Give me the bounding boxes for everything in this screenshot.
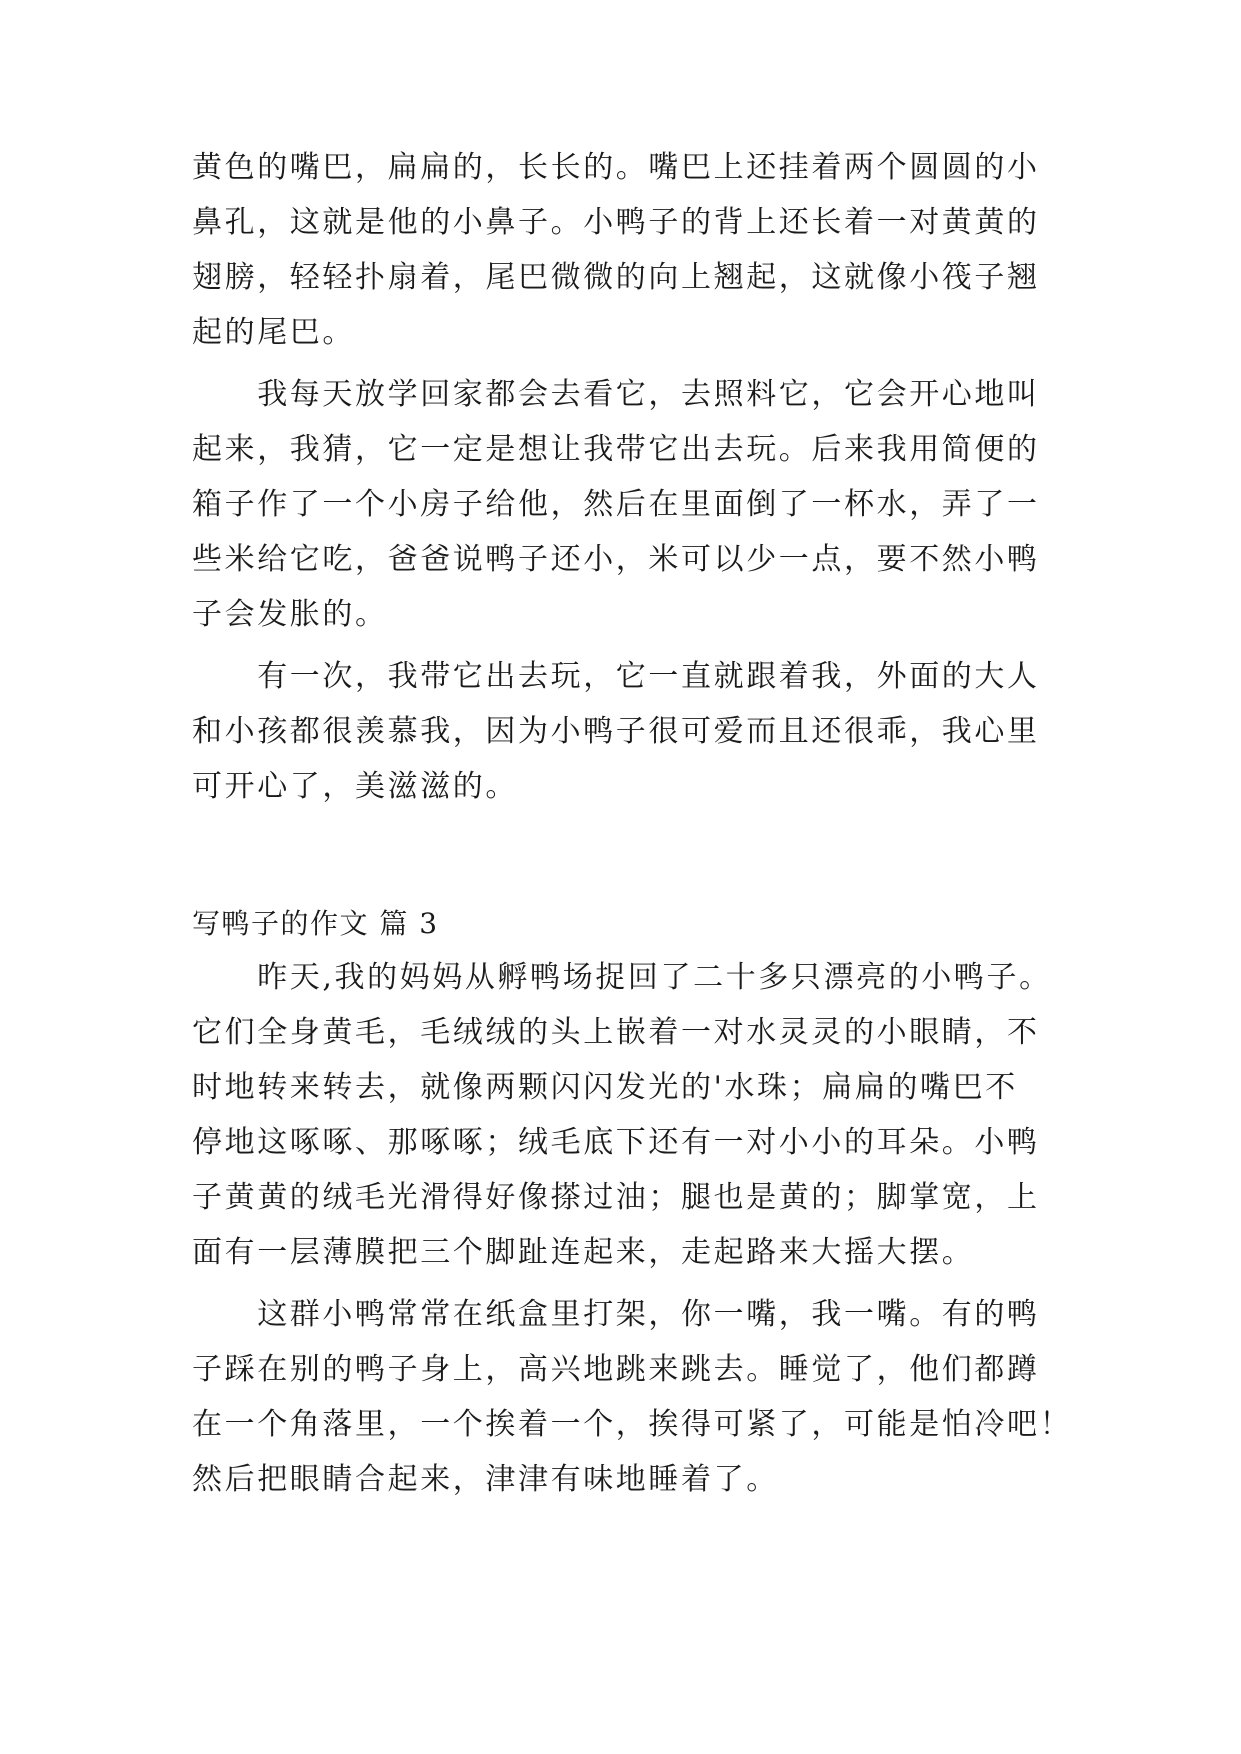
paragraph-3-line-3: 可开心了，美滋滋的。	[192, 769, 518, 804]
paragraph-1-line-2: 鼻孔，这就是他的小鼻子。小鸭子的背上还长着一对黄黄的	[192, 205, 1040, 240]
paragraph-2-line-5: 子会发胀的。	[192, 597, 388, 632]
paragraph-4-line-2: 它们全身黄毛，毛绒绒的头上嵌着一对水灵灵的小眼睛，不	[192, 1015, 1040, 1050]
paragraph-4-line-1: 昨天,我的妈妈从孵鸭场捉回了二十多只漂亮的小鸭子。	[192, 960, 1052, 995]
paragraph-2-line-1: 我每天放学回家都会去看它，去照料它，它会开心地叫	[192, 377, 1040, 412]
paragraph-3-line-2: 和小孩都很羡慕我，因为小鸭子很可爱而且还很乖，我心里	[192, 714, 1040, 749]
paragraph-3-line-1: 有一次，我带它出去玩，它一直就跟着我，外面的大人	[192, 659, 1040, 694]
paragraph-2-line-4: 些米给它吃，爸爸说鸭子还小，米可以少一点，要不然小鸭	[192, 542, 1040, 577]
paragraph-4-line-5: 子黄黄的绒毛光滑得好像搽过油；腿也是黄的；脚掌宽，上	[192, 1180, 1040, 1215]
paragraph-5-line-1: 这群小鸭常常在纸盒里打架，你一嘴，我一嘴。有的鸭	[192, 1297, 1040, 1332]
paragraph-2-line-2: 起来，我猜，它一定是想让我带它出去玩。后来我用简便的	[192, 432, 1040, 467]
paragraph-4-line-3: 时地转来转去，就像两颗闪闪发光的'水珠；扁扁的嘴巴不	[192, 1070, 1018, 1105]
paragraph-1-line-1: 黄色的嘴巴，扁扁的，长长的。嘴巴上还挂着两个圆圆的小	[192, 150, 1040, 185]
paragraph-5-line-4: 然后把眼睛合起来，津津有味地睡着了。	[192, 1462, 779, 1497]
paragraph-4-line-6: 面有一层薄膜把三个脚趾连起来，走起路来大摇大摆。	[192, 1235, 975, 1270]
paragraph-2-line-3: 箱子作了一个小房子给他，然后在里面倒了一杯水，弄了一	[192, 487, 1040, 522]
paragraph-5-line-2: 子踩在别的鸭子身上，高兴地跳来跳去。睡觉了，他们都蹲	[192, 1352, 1040, 1387]
paragraph-1-line-3: 翅膀，轻轻扑扇着，尾巴微微的向上翘起，这就像小筏子翘	[192, 260, 1040, 295]
paragraph-5-line-3: 在一个角落里，一个挨着一个，挨得可紧了，可能是怕冷吧！	[192, 1407, 1073, 1442]
paragraph-4-line-4: 停地这啄啄、那啄啄；绒毛底下还有一对小小的耳朵。小鸭	[192, 1125, 1040, 1160]
paragraph-1-line-4: 起的尾巴。	[192, 315, 355, 350]
section-heading: 写鸭子的作文 篇 3	[192, 907, 439, 940]
